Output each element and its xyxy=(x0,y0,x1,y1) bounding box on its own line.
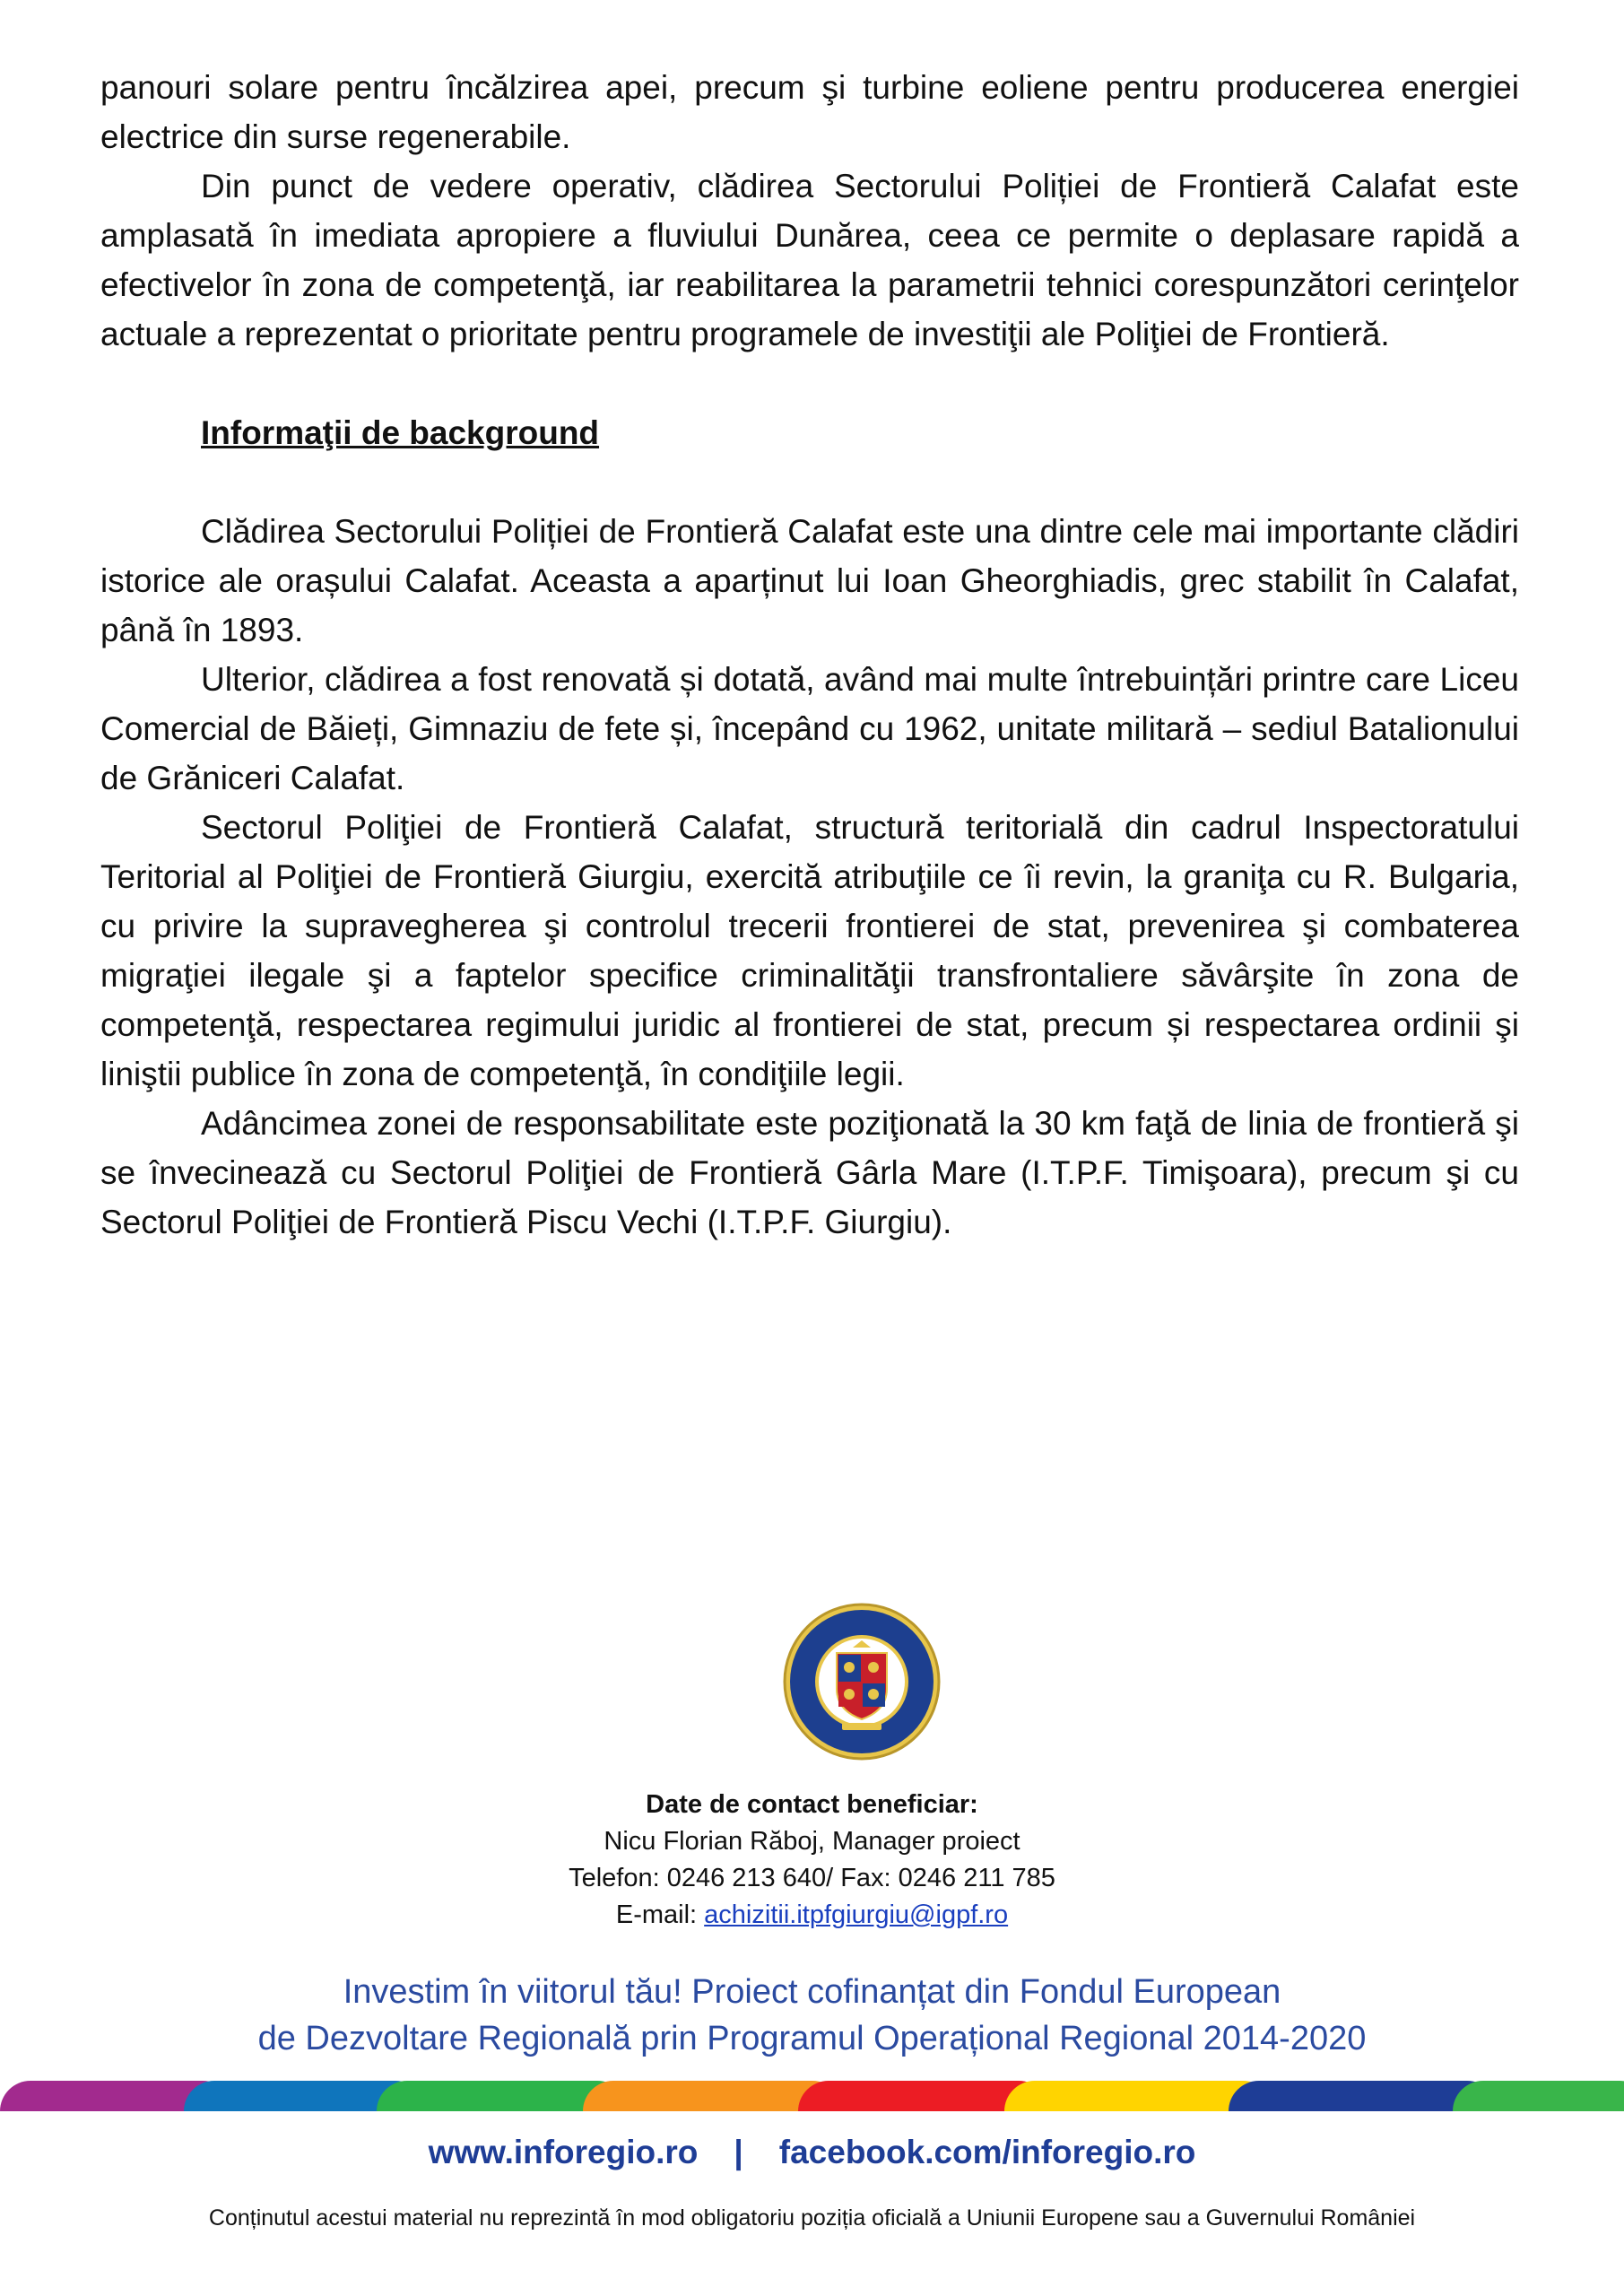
paragraph: Clădirea Sectorului Poliției de Frontieră Calafat este una dintre cele mai importante clădiri istorice ale orașului Calafat. Aceasta a aparținut lui Ioan Gheorghiadis, grec stabilit în Calafat, până în 1893. xyxy=(100,513,1519,648)
paragraph: Ulterior, clădirea a fost renovată și dotată, având mai multe întrebuințări printre care Liceu Comercial de Băieți, Gimnaziu de fete și, începând cu 1962, unitate militară – sediul Batalionului de Grăniceri Calafat. xyxy=(100,661,1519,796)
email-label: E-mail: xyxy=(615,1900,705,1929)
contact-title: Date de contact beneficiar: xyxy=(646,1790,978,1819)
footer-links xyxy=(0,2130,1624,2175)
slogan-line-1: Investim în viitorul tău! Proiect cofinanțat din Fondul European xyxy=(343,1973,1281,2011)
contact-name: Nicu Florian Răboj, Manager proiect xyxy=(604,1827,1020,1856)
color-stripe xyxy=(0,2081,1624,2111)
slogan-line-2: de Dezvoltare Regională prin Programul Operațional Regional 2014-2020 xyxy=(257,2020,1367,2057)
paragraph: panouri solare pentru încălzirea apei, precum şi turbine eoliene pentru producerea energiei electrice din surse regenerabile. xyxy=(100,69,1519,155)
contact-block xyxy=(0,1787,1624,1934)
stripe-segment xyxy=(1453,2081,1624,2111)
contact-phone: Telefon: 0246 213 640/ Fax: 0246 211 785 xyxy=(569,1864,1055,1892)
section-heading: Informaţii de background xyxy=(201,414,600,451)
facebook-link[interactable]: facebook.com/inforegio.ro xyxy=(778,2134,1196,2170)
paragraph: Sectorul Poliţiei de Frontieră Calafat, structură teritorială din cadrul Inspectoratului Teritorial al Poliţiei de Frontieră Giurgiu, exercită atribuţiile ce îi revin, la graniţa cu R. Bulgaria, cu privire la supravegherea şi controlul trecerii frontierei de stat, prevenirea şi combaterea migraţiei ilegale şi a faptelor specifice criminalităţii transfrontaliere săvârşite în zona de competenţă, respectarea regimului juridic al frontierei de stat, precum și respectarea ordinii şi liniştii publice în zona de competenţă, în condiţiile legii. xyxy=(100,809,1519,1092)
document-body xyxy=(100,63,1519,1247)
border-police-seal-logo xyxy=(781,1601,942,1762)
link-separator: | xyxy=(734,2134,743,2170)
website-link[interactable]: www.inforegio.ro xyxy=(428,2134,699,2170)
disclaimer: Conținutul acestui material nu reprezintă în mod obligatoriu poziția oficială a Uniunii Europene sau a Guvernului României xyxy=(208,2205,1416,2231)
paragraph: Adâncimea zonei de responsabilitate este poziţionată la 30 km faţă de linia de frontieră şi se învecinează cu Sectorul Poliţiei de Frontieră Gârla Mare (I.T.P.F. Timişoara), precum şi cu Sectorul Poliţiei de Frontieră Piscu Vechi (I.T.P.F. Giurgiu). xyxy=(100,1105,1519,1240)
contact-email-line xyxy=(0,1897,1624,1934)
regio-slogan xyxy=(0,1969,1624,2062)
email-link[interactable]: achizitii.itpfgiurgiu@igpf.ro xyxy=(704,1900,1009,1929)
paragraph: Din punct de vedere operativ, clădirea Sectorului Poliției de Frontieră Calafat este amplasată în imediata apropiere a fluviului Dunărea, ceea ce permite o deplasare rapidă a efectivelor în zona de competenţă, iar reabilitarea la parametrii tehnici corespunzători cerinţelor actuale a reprezentat o prioritate pentru programele de investiţii ale Poliţiei de Frontieră. xyxy=(100,168,1519,352)
